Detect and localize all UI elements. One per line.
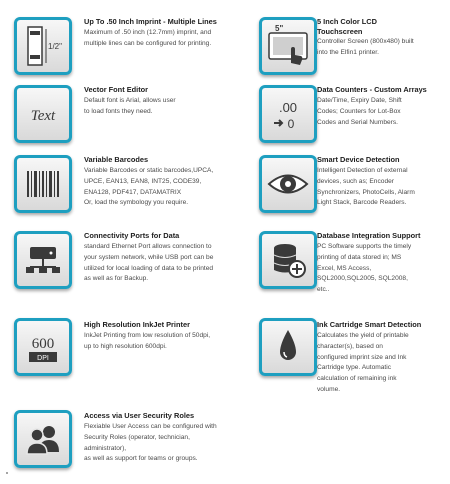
description-line: SQL2000,SQL2005, SQL2008, [317, 275, 408, 283]
description-line: UPCE, EAN13, EAN8, INT25, CODE39, [84, 177, 202, 185]
description-line: your system network, while USB port can be [84, 253, 214, 261]
description-line: character(s), based on [317, 342, 383, 350]
counter-icon-label-2: 0 [287, 117, 295, 131]
description-line: Or, load the symbology you require. [84, 199, 189, 207]
feature-description [84, 28, 234, 50]
stray-dot [6, 472, 8, 474]
feature-title: Access via User Security Roles [84, 411, 195, 420]
feature-title: Variable Barcodes [84, 155, 149, 164]
description-line: utilized for local loading of data to be printed [84, 264, 214, 272]
counter-icon [259, 85, 317, 143]
dpi-icon-label: 600 [31, 336, 55, 352]
description-line: into the Elfin1 printer. [317, 48, 379, 56]
counter-icon-label: .00 [278, 100, 298, 115]
description-line: PC Software supports the timely [317, 243, 412, 250]
description-line: standard Ethernet Port allows connection to [84, 243, 212, 250]
description-line: administrator), [84, 444, 127, 452]
feature-title: Data Counters - Custom Arrays [317, 85, 427, 94]
description-line: printing of data stored in; MS [317, 253, 402, 261]
touchscreen-icon [259, 17, 317, 75]
description-line: Variable Barcodes or static barcodes,UPCA, [84, 167, 214, 174]
feature-description [317, 96, 445, 128]
description-line: multiple lines can be configured for printing. [84, 39, 212, 47]
description-line: Excel, MS Access, [317, 264, 372, 272]
dpi-icon-label-2: DPI [37, 355, 49, 362]
feature-title: Up To .50 Inch Imprint - Multiple Lines [84, 17, 217, 26]
dpi-icon [14, 318, 72, 376]
ink-drop-icon [259, 318, 317, 376]
description-line: Cartridge type. Automatic [317, 364, 392, 372]
description-line: Default font is Arial, allows user [84, 97, 176, 104]
description-line: Synchronizers, PhotoCells, Alarm [317, 188, 415, 196]
database-icon [259, 231, 317, 289]
description-line: Date/Time, Expiry Date, Shift [317, 97, 402, 104]
feature-description [84, 166, 249, 209]
feature-title: High Resolution InkJet Printer [84, 320, 190, 329]
feature-title: Database Integration Support [317, 231, 421, 240]
description-line: to load fonts they need. [84, 107, 153, 115]
description-line: ENA128, PDF417, DATAMATRIX [84, 188, 182, 196]
description-line: up to high resolution 600dpi. [84, 342, 167, 350]
feature-title-line-2: Touchscreen [317, 27, 363, 36]
description-line: configured imprint size and Ink [317, 353, 407, 361]
feature-description [84, 242, 249, 285]
description-line: InkJet Printing from low resolution of 50dpi, [84, 332, 211, 339]
description-line: Light Stack, Barcode Readers. [317, 199, 407, 207]
feature-title: Connectivity Ports for Data [84, 231, 180, 240]
feature-title: Smart Device Detection [317, 155, 400, 164]
imprint-icon-label: 1/2" [48, 42, 62, 51]
description-line: Calculates the yield of printable [317, 332, 409, 339]
description-line: as well as for Backup. [84, 275, 149, 283]
feature-description [317, 166, 445, 209]
users-icon [14, 410, 72, 468]
description-line: volume. [317, 385, 341, 393]
description-line: devices, such as; Encoder [317, 177, 394, 185]
feature-title: 5 Inch Color LCD [317, 17, 377, 26]
font-icon-label: Text [30, 108, 56, 124]
description-line: as well as support for teams or groups. [84, 455, 198, 463]
feature-description [317, 242, 445, 296]
feature-title: Vector Font Editor [84, 85, 149, 94]
feature-description [317, 37, 445, 59]
description-line: Security Roles (operator, technician, [84, 433, 190, 441]
eye-icon [259, 155, 317, 213]
description-line: Controller Screen (800x480) built [317, 38, 414, 45]
description-line: Maximum of .50 inch (12.7mm) imprint, and [84, 29, 212, 36]
description-line: calculation of remaining ink [317, 375, 397, 383]
description-line: Codes and Serial Numbers. [317, 118, 398, 126]
feature-description [317, 331, 445, 396]
text-font-icon [14, 85, 72, 143]
height-ruler-icon [14, 17, 72, 75]
network-icon [14, 231, 72, 289]
description-line: Codes; Counters for Lot-Box [317, 107, 401, 115]
feature-title: Ink Cartridge Smart Detection [317, 320, 422, 329]
feature-description [84, 331, 249, 353]
description-line: etc.. [317, 286, 330, 294]
feature-description [84, 96, 234, 118]
lcd-icon-label: 5" [275, 24, 284, 33]
description-line: Flexiable User Access can be configured with [84, 423, 217, 430]
description-line: Intelligent Detection of external [317, 167, 408, 174]
feature-description [84, 422, 249, 465]
barcode-icon [14, 155, 72, 213]
